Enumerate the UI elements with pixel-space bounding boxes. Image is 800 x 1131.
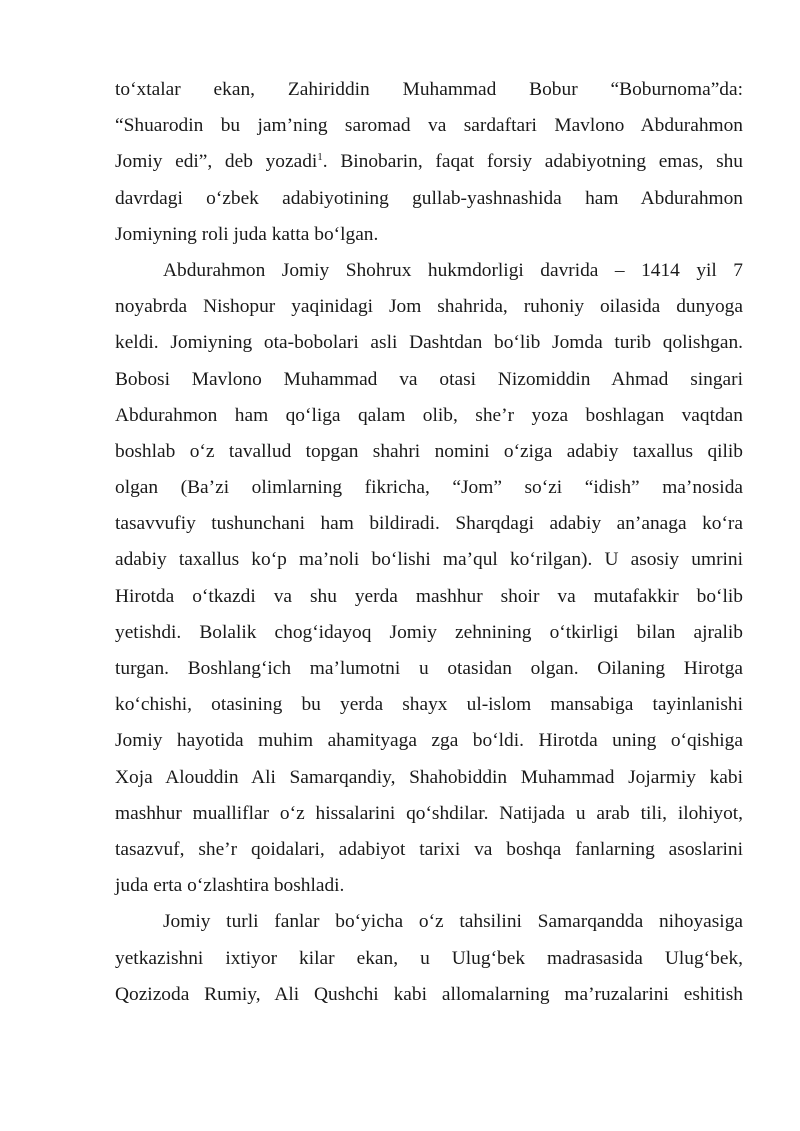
text-line: Qozizoda Rumiy, Ali Qushchi kabi allomalarning ma’ruzalarini eshitish — [115, 983, 743, 1005]
text-line: juda erta o‘zlashtira boshladi. — [115, 875, 345, 897]
text-line: Bobosi Mavlono Muhammad va otasi Nizomiddin Ahmad singari — [115, 368, 743, 390]
text-line: to‘xtalar ekan, Zahiriddin Muhammad Bobur “Boburnoma”da: — [115, 79, 743, 100]
text-line: Abdurahmon Jomiy Shohrux hukmdorligi davrida – 1414 yil 7 — [163, 259, 743, 281]
text-line: Jomiy hayotida muhim ahamityaga zga bo‘ldi. Hirotda uning o‘qishiga — [115, 730, 743, 752]
text-line: yetishdi. Bolalik chog‘idayoq Jomiy zehnining o‘tkirligi bilan ajralib — [115, 621, 743, 643]
paragraph — [115, 904, 743, 1013]
text-line: “Shuarodin bu jam’ning saromad va sardaftari Mavlono Abdurahmon — [115, 115, 743, 137]
text-line: Abdurahmon ham qo‘liga qalam olib, she’r yoza boshlagan vaqtdan — [115, 404, 743, 426]
text-line: tasazvuf, she’r qoidalari, adabiyot tarixi va boshqa fanlarning asoslarini — [115, 838, 743, 860]
text-fragment: Jomiy edi”, deb yozadi — [115, 151, 318, 173]
text-line: olgan (Ba’zi olimlarning fikricha, “Jom” so‘zi “idish” ma’nosida — [115, 477, 743, 499]
text-line: ko‘chishi, otasining bu yerda shayx ul-islom mansabiga tayinlanishi — [115, 694, 743, 716]
text-line: yetkazishni ixtiyor kilar ekan, u Ulug‘bek madrasasida Ulug‘bek, — [115, 947, 743, 969]
text-line: noyabrda Nishopur yaqinidagi Jom shahrida, ruhoniy oilasida dunyoga — [115, 296, 743, 318]
text-line: mashhur mualliflar o‘z hissalarini qo‘shdilar. Natijada u arab tili, ilohiyot, — [115, 802, 743, 824]
text-line — [115, 144, 743, 180]
text-line: adabiy taxallus ko‘p ma’noli bo‘lishi ma’qul ko‘rilgan). U asosiy umrini — [115, 549, 743, 571]
text-fragment: . Binobarin, faqat forsiy adabiyotning emas, shu — [322, 151, 744, 173]
footnote-reference[interactable]: 1 — [317, 151, 323, 164]
text-line: Xoja Alouddin Ali Samarqandiy, Shahobiddin Muhammad Jojarmiy kabi — [115, 766, 743, 788]
text-line: Hirotda o‘tkazdi va shu yerda mashhur shoir va mutafakkir bo‘lib — [115, 585, 743, 607]
text-line: Jomiyning roli juda katta bo‘lgan. — [115, 223, 379, 245]
text-line: keldi. Jomiyning ota-bobolari asli Dashtdan bo‘lib Jomda turib qolishgan. — [115, 332, 743, 354]
paragraph — [115, 253, 743, 904]
text-line: Jomiy turli fanlar bo‘yicha o‘z tahsilini Samarqandda nihoyasiga — [163, 911, 743, 933]
text-line: davrdagi o‘zbek adabiyotining gullab-yashnashida ham Abdurahmon — [115, 187, 743, 209]
text-line: tasavvufiy tushunchani ham bildiradi. Sharqdagi adabiy an’anaga ko‘ra — [115, 513, 743, 535]
text-line: boshlab o‘z tavallud topgan shahri nomini o‘ziga adabiy taxallus qilib — [115, 440, 743, 462]
paragraph — [115, 72, 743, 253]
text-line: turgan. Boshlang‘ich ma’lumotni u otasidan olgan. Oilaning Hirotga — [115, 658, 743, 679]
document-page — [115, 72, 743, 1013]
